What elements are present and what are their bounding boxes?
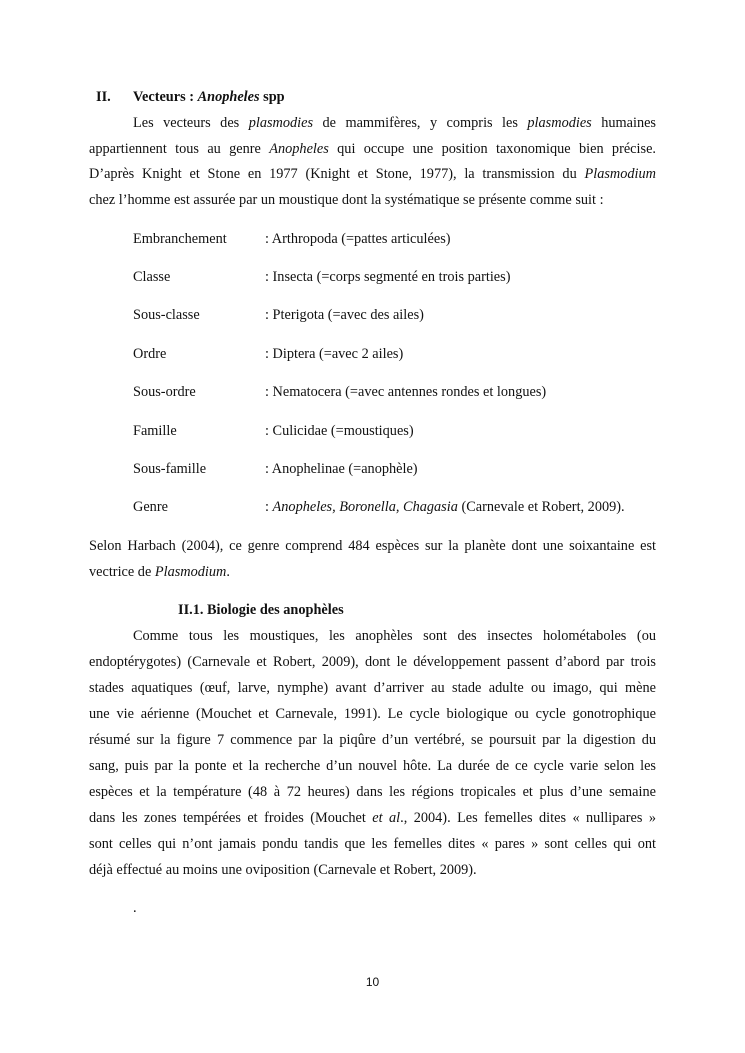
paragraph-line: appartiennent tous au genre Anopheles qui occupe une position taxonomique bien précise. — [89, 141, 656, 157]
page-number: 10 — [365, 975, 380, 989]
section-title: Vecteurs : Anopheles spp — [133, 89, 285, 105]
paragraph-line: une vie aérienne (Mouchet et Carnevale, 1991). Le cycle biologique ou cycle gonotrophique — [89, 706, 656, 722]
taxonomy-label: Embranchement — [133, 231, 227, 247]
paragraph-line: dans les zones tempérées et froides (Mouchet et al., 2004). Les femelles dites « nullipares » — [89, 810, 656, 826]
paragraph-line: sang, puis par la ponte et la recherche d’un nouvel hôte. La durée de ce cycle varie selon les — [89, 758, 656, 774]
taxonomy-value: : Nematocera (=avec antennes rondes et longues) — [265, 384, 547, 400]
paragraph-line: chez l’homme est assurée par un moustique dont la systématique se présente comme suit : — [89, 192, 604, 208]
taxonomy-value: : Anophelinae (=anophèle) — [265, 461, 418, 477]
paragraph-line: résumé sur la figure 7 commence par la piqûre d’un vertébré, se poursuit par la digestion du — [89, 732, 656, 748]
taxonomy-value: : Insecta (=corps segmenté en trois parties) — [265, 269, 511, 285]
paragraph-line: stades aquatiques (œuf, larve, nymphe) avant d’arriver au stade adulte ou imago, qui mène — [89, 680, 656, 696]
taxonomy-label: Famille — [133, 423, 177, 439]
taxonomy-label: Ordre — [133, 346, 167, 362]
taxonomy-label: Genre — [133, 499, 168, 515]
taxonomy-value: : Diptera (=avec 2 ailes) — [265, 346, 404, 362]
taxonomy-value: : Culicidae (=moustiques) — [265, 423, 414, 439]
paragraph-line: Selon Harbach (2004), ce genre comprend 484 espèces sur la planète dont une soixantaine est — [89, 538, 656, 554]
taxonomy-value: : Anopheles, Boronella, Chagasia (Carnevale et Robert, 2009). — [265, 499, 625, 515]
stray-dot: . — [133, 900, 137, 916]
taxonomy-label: Sous-ordre — [133, 384, 196, 400]
subsection-heading: II.1. Biologie des anophèles — [178, 602, 344, 618]
taxonomy-value: : Pterigota (=avec des ailes) — [265, 307, 424, 323]
paragraph-line: vectrice de Plasmodium. — [89, 564, 230, 580]
section-number: II. — [96, 89, 111, 105]
paragraph-line: D’après Knight et Stone en 1977 (Knight et Stone, 1977), la transmission du Plasmodium — [89, 166, 656, 182]
paragraph-line: Comme tous les moustiques, les anophèles sont des insectes holométaboles (ou — [133, 628, 656, 644]
paragraph-line: endoptérygotes) (Carnevale et Robert, 2009), dont le développement passent d’abord par trois — [89, 654, 656, 670]
taxonomy-value: : Arthropoda (=pattes articulées) — [265, 231, 451, 247]
taxonomy-label: Sous-famille — [133, 461, 207, 477]
taxonomy-label: Classe — [133, 269, 171, 285]
paragraph-line: déjà effectué au moins une oviposition (Carnevale et Robert, 2009). — [89, 862, 477, 878]
paragraph-line: Les vecteurs des plasmodies de mammifères, y compris les plasmodies humaines — [133, 115, 656, 131]
paragraph-line: sont celles qui n’ont jamais pondu tandis que les femelles dites « pares » sont celles qui ont — [89, 836, 656, 852]
taxonomy-label: Sous-classe — [133, 307, 200, 323]
paragraph-line: espèces et la température (48 à 72 heures) dans les régions tropicales et plus d’une semaine — [89, 784, 656, 800]
